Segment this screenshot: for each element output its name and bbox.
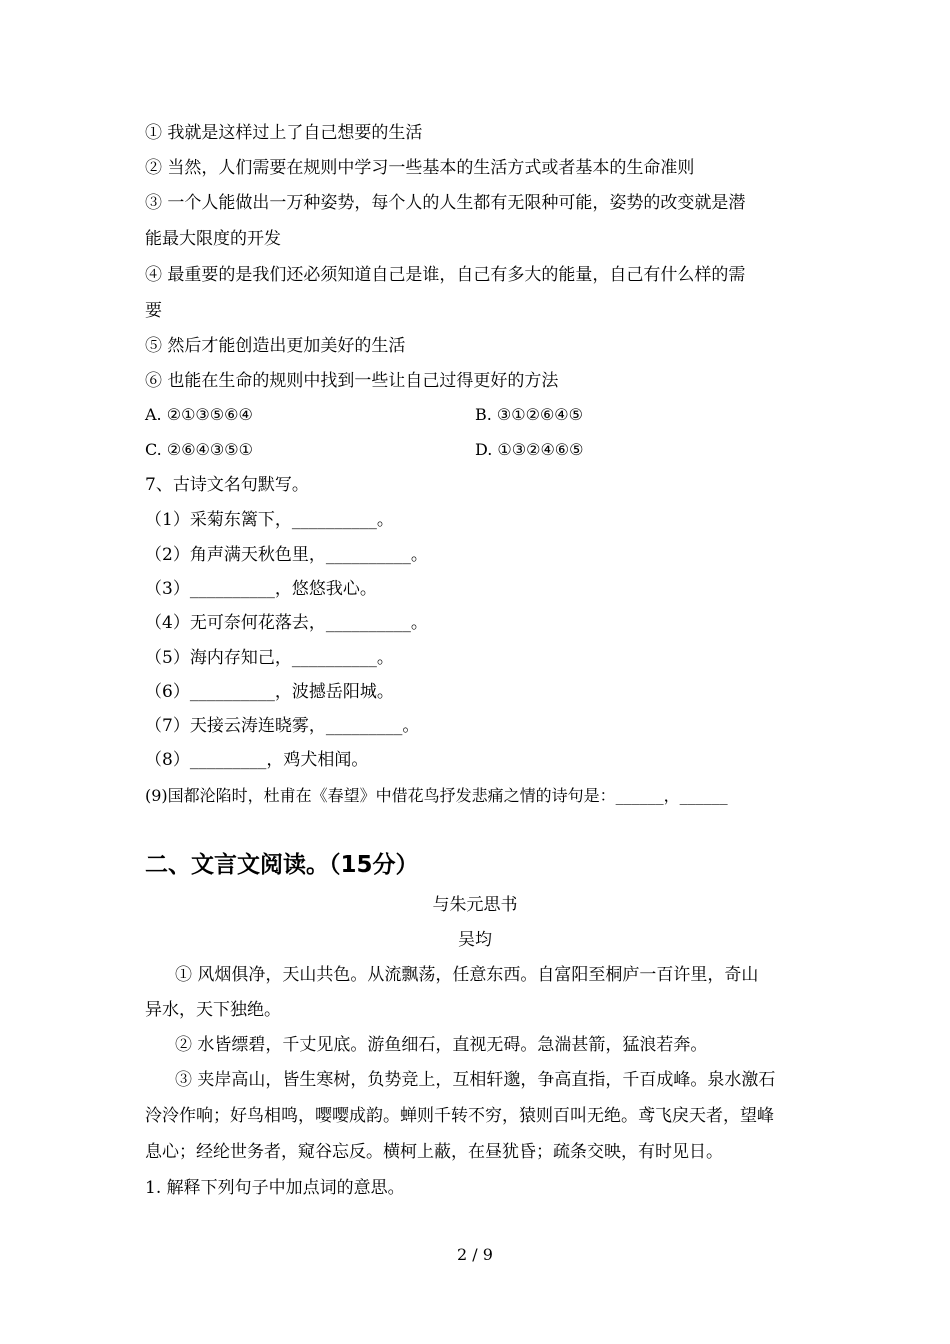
passage-author: 吴均 <box>458 930 492 950</box>
page-number: 2 / 9 <box>457 1245 493 1264</box>
section-heading: 二、文言文阅读。（15分） <box>145 852 419 878</box>
option-c: C. ②⑥④③⑤① <box>145 440 253 459</box>
sentence-2: ② 当然，人们需要在规则中学习一些基本的生活方式或者基本的生命准则 <box>145 158 695 178</box>
passage-paragraph-1: ① 风烟俱净，天山共色。从流飘荡，任意东西。自富阳至桐庐一百许里，奇山 <box>175 965 759 985</box>
passage-paragraph-2: ② 水皆缥碧，千丈见底。游鱼细石，直视无碍。急湍甚箭，猛浪若奔。 <box>175 1035 708 1055</box>
poem-item-5: （5）海内存知己，__________。 <box>145 648 394 668</box>
question-1: 1. 解释下列句子中加点词的意思。 <box>145 1178 405 1198</box>
passage-title: 与朱元思书 <box>432 895 518 915</box>
passage-paragraph-3-line-3: 息心；经纶世务者，窥谷忘反。横柯上蔽，在昼犹昏；疏条交映，有时见日。 <box>145 1142 723 1162</box>
sentence-3: ③ 一个人能做出一万种姿势，每个人的人生都有无限种可能，姿势的改变就是潜 <box>145 193 746 213</box>
question-7-title: 7、古诗文名句默写。 <box>145 475 309 495</box>
sentence-5: ⑤ 然后才能创造出更加美好的生活 <box>145 336 406 356</box>
option-a: A. ②①③⑤⑥④ <box>145 405 253 424</box>
option-d: D. ①③②④⑥⑤ <box>475 440 584 459</box>
poem-item-7: （7）天接云涛连晓雾，_________。 <box>145 716 420 736</box>
poem-item-9: (9)国都沦陷时，杜甫在《春望》中借花鸟抒发悲痛之情的诗句是：______，______ <box>145 786 728 805</box>
option-b: B. ③①②⑥④⑤ <box>475 405 583 424</box>
poem-item-1: （1）采菊东篱下，__________。 <box>145 510 394 530</box>
poem-item-6: （6）__________，波撼岳阳城。 <box>145 682 394 702</box>
poem-item-8: （8）_________，鸡犬相闻。 <box>145 750 369 770</box>
poem-item-3: （3）__________，悠悠我心。 <box>145 579 377 599</box>
passage-paragraph-1-continued: 异水，天下独绝。 <box>145 1000 281 1020</box>
sentence-4-continued: 要 <box>145 301 162 321</box>
sentence-6: ⑥ 也能在生命的规则中找到一些让自己过得更好的方法 <box>145 371 559 391</box>
sentence-1: ① 我就是这样过上了自己想要的生活 <box>145 123 423 143</box>
passage-paragraph-3: ③ 夹岸高山，皆生寒树，负势竞上，互相轩邈，争高直指，千百成峰。泉水激石 <box>175 1070 776 1090</box>
sentence-4: ④ 最重要的是我们还必须知道自己是谁，自己有多大的能量，自己有什么样的需 <box>145 265 746 285</box>
sentence-3-continued: 能最大限度的开发 <box>145 229 281 249</box>
poem-item-2: （2）角声满天秋色里，__________。 <box>145 545 428 565</box>
passage-paragraph-3-line-2: 泠泠作响；好鸟相鸣，嘤嘤成韵。蝉则千转不穷，猿则百叫无绝。鸢飞戾天者，望峰 <box>145 1106 774 1126</box>
poem-item-4: （4）无可奈何花落去，__________。 <box>145 613 428 633</box>
